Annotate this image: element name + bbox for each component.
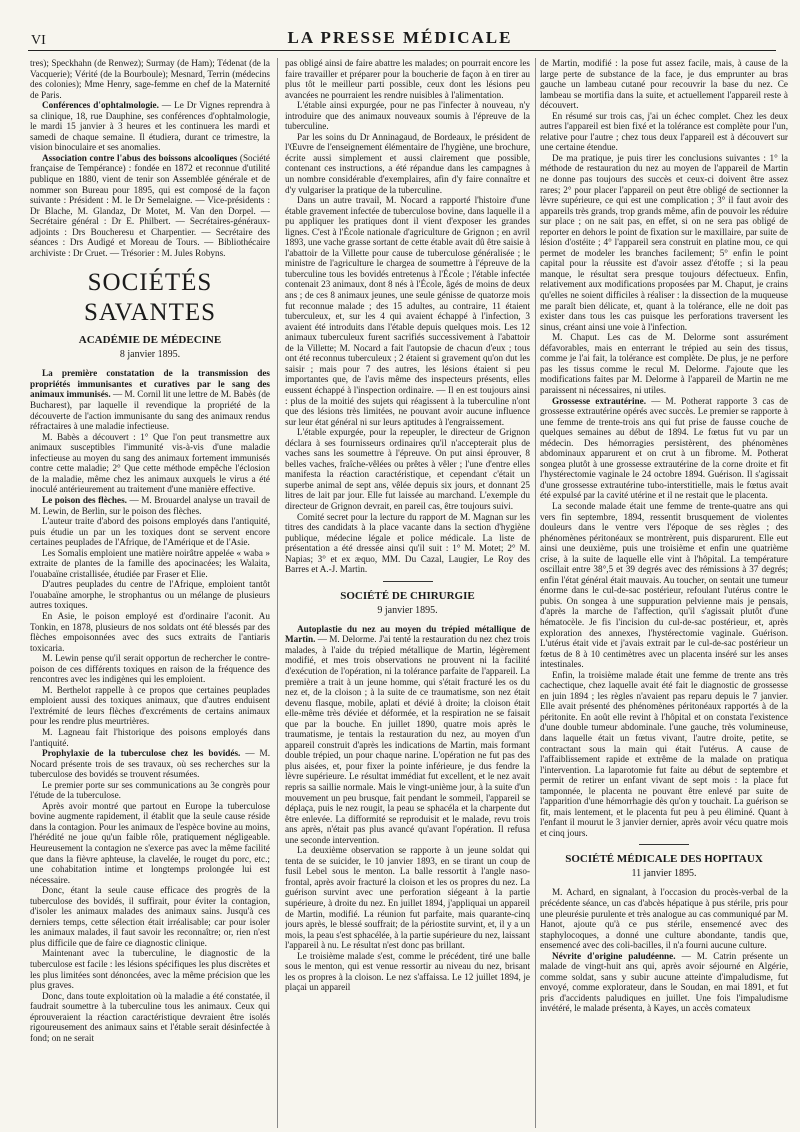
paragraph: Maintenant avec la tuberculine, le diagnostic de la tuberculose est facile : les lésions spécifiques les plus discrètes et les plus limitées sont dénoncées, avec la même précision que les plus graves. [30, 948, 270, 991]
paragraph: Comité secret pour la lecture du rapport de M. Magnan sur les titres des candidats à la place vacante dans la section d'hygiène publique, médecine légale et police médicale. La liste de présentation a été dressée ainsi qu'il suit : 1° M. Motet; 2° M. Napias; 3° et ex æquo, MM. Du Cazal, Laugier, Le Roy des Barres et A.-J. Martin. [285, 511, 530, 575]
article [30, 748, 270, 780]
news-item [30, 100, 270, 153]
news-heading: Association contre l'abus des boissons alcooliques [42, 152, 238, 163]
paragraph: tres); Speckhahn (de Renwez); Surmay (de Ham); Tédenat (de la Vacquerie); Vérité (de la Bourboule); Mesnard, Terrin (médecins des colonies); Mme Henry, sage-femme en chef de la Maternité de Paris. [30, 58, 270, 100]
paragraph: de Martin, modifié : la pose fut assez facile, mais, à cause de la large perte de substance de la face, je dus emprunter au bras gauche un lambeau cutané pour recouvrir la base du nez. Ce lambeau se mortifia dans la suite, et actuellement l'appareil reste à découvert. [540, 58, 788, 111]
article-heading: Le poison des flèches. [42, 494, 127, 505]
article [285, 624, 530, 845]
section-title: SOCIÉTÉS SAVANTES [83, 269, 217, 327]
paragraph: Donc, dans toute exploitation où la maladie a été constatée, il faudrait soumettre à la tuberculine tous les animaux. Ceux qui éprouveraient la réaction caractéristique devraient être isolés rigoureusement des animaux sains et l'étable serait désinfectée à fond; on ne serait [30, 990, 270, 1043]
paragraph: Dans un autre travail, M. Nocard a rapporté l'histoire d'une étable gravement infectée de tuberculose bovine, dans laquelle il a pu appliquer les pratiques dont il vient d'exposer les grandes lignes. C'est à l'École nationale d'agriculture de Grignon ; en avril 1893, une vache grasse sortant de cette étable avait dû être saisie à l'abattoir de la Villette pour cause de tuberculose généralisée ; le ministre de l'agriculture le chargea de soumettre à l'épreuve de la tuberculine tous les bovidés entretenus à l'École ; l'étable infectée contenait 23 animaux, dont 8 nés à l'École, âgés de moins de deux ans ; de ces 8 animaux jeunes, une seule génisse de quatorze mois fut reconnue malade ; des 15 adultes, au contraire, 11 étaient tuberculeux, et, sur les 4 qui avaient échappé à l'infection, 3 avaient été introduits dans l'étable depuis quelques mois. Les 12 animaux tuberculeux furent sacrifiés successivement à l'abattoir de la Villette; M. Nocard a fait l'autopsie de chacun d'eux ; tous ont été reconnus tuberculeux ; 2 étaient si gravement qu'on dut les saisir ; mais pour 7 des autres, les lésions étaient si peu importantes que, de l'avis même des inspecteurs présents, elles eussent échappé à l'inspection ordinaire. — Il en est toujours ainsi : plus de la moitié des sujets qui réagissent à la tuberculine n'ont que des lésions très limitées, ne pouvant avoir aucune influence sur leur état général ni sur leurs aptitudes à l'engraissement. [285, 195, 530, 427]
paragraph: Après avoir montré que partout en Europe la tuberculose bovine augmente rapidement, il établit que la seule cause réside dans la contagion. Pour les animaux de l'espèce bovine au moins, l'hérédité ne joue qu'un faible rôle, pratiquement négligeable. Heureusement la contagion ne s'exerce pas avec la même facilité que dans la fièvre aphteuse, la clavelée, le rouget du porc, etc.; une cohabitation intime et longtemps prolongée lui est nécessaire. [30, 800, 270, 885]
column-1 [30, 58, 270, 1126]
paragraph: En Asie, le poison employé est d'ordinaire l'aconit. Au Tonkin, en 1878, plusieurs de nos soldats ont été blessés par des flèches empoisonnées avec des sucs extraits de l'antiaris toxicaria. [30, 610, 270, 653]
column-2 [285, 58, 530, 1126]
article [540, 951, 788, 1014]
article-heading: Prophylaxie de la tuberculose chez les bovidés. [42, 748, 241, 759]
page-header [0, 0, 800, 52]
paragraph: La deuxième observation se rapporte à un jeune soldat qui tenta de se suicider, le 10 janvier 1893, en se tirant un coup de fusil Lebel sous le menton. La balle ressortit à l'angle naso-frontal, après avoir fracturé la cloison et les os propres du nez. La guérison survint avec une perforation siégeant à la partie supérieure, à droite du nez. En juillet 1894, j'appliquai un appareil de Martin, modifié. La réunion fut parfaite, mais quarante-cinq jours après, le blessé souffrait; de la périostite survint, et, il y a un mois, la peau s'est sphacélée, à la partie supérieure du nez, laissant l'appareil à nu. Le résultat n'est donc pas brillant. [285, 845, 530, 951]
session-date: 9 janvier 1895. [377, 604, 438, 616]
column-divider [277, 58, 278, 1128]
article-text: — M. Delorme. J'ai tenté la restauration du nez chez trois malades, à l'aide du trépied métallique de Martin, légèrement modifié, et mes trois observations ne prouvent ni la facilité d'exécution de l'opération, ni la tolérance parfaite de l'appareil. La première a trait à un jeune homme, qui s'était fracturé les os du nez et, de la cloison ; à la suite de ce traumatisme, son nez était devenu flasque, mobile, aplati et dévié à droite; la cloison était elle-même très déviée et déformée, et la respiration ne se faisait que par la bouche. En juillet 1890, quatre mois après le traumatisme, je tentais la restauration du nez, au moyen d'un appareil construit d'après les indications de Martin, mais formant double trépied, un pour chaque narine. L'opération ne fut pas des plus aisées, et, pour fixer la pointe inférieure, je dus fendre la lèvre supérieure. Le résultat immédiat fut excellent, et le nez avait repris sa saillie normale. Mais le vingt-unième jour, à la suite d'un mouvement un peu brusque, fait pendant le sommeil, l'appareil se déplaça, puis le nez rougit, la peau se sphacéla et la charpente dut être enlevée. La difformité se reproduisit et le malade, revu trois ans après, n'était pas plus avancé qu'avant l'opération. Il refusa une seconde intervention. [285, 634, 530, 845]
paragraph: M. Chaput. Les cas de M. Delorme sont assurément défavorables, mais en enterrant le trépied au sein des tissus, comme je l'ai fait, la tolérance est complète. De plus, je ne perfore pas les tissus comme le recul M. Delorme. J'ajoute que les modifications faites par M. Delorme à l'appareil de Martin ne me paraissent ni nécessaires, ni utiles. [540, 332, 788, 395]
news-item [30, 153, 270, 258]
paragraph: pas obligé ainsi de faire abattre les malades; on pourrait encore les faire travailler et préparer pour la boucherie de façon à en tirer au plus tôt le meilleur parti possible, ceux dont les lésions peu avancées ne pourraient les rendre nuisibles à l'alimentation. [285, 58, 530, 100]
article-text: — M. Cornil lit une lettre de M. Babès (de Bucharest), par laquelle il revendique la propriété de la découverte de l'action immunisante du sang des animaux rendus réfractaires à une maladie infectieuse. [30, 389, 270, 432]
article-heading: Grossesse extrautérine. [552, 395, 647, 406]
paragraph: L'étable ainsi expurgée, pour ne pas l'infecter à nouveau, n'y introduire que des animaux nouveaux soumis à l'épreuve de la tuberculine. [285, 100, 530, 132]
paragraph: Enfin, la troisième malade était une femme de trente ans très cachectique, chez laquelle avait été fait le diagnostic de grossesse en juin 1894 ; les règles n'avaient pas reparu depuis le 7 janvier. Elle avait présenté des phénomènes péritonéaux rapportés à de la péritonite. En août elle revint à l'hôpital et on constata l'existence d'une double tumeur abdominale. l'une gauche, très volumineuse, dans laquelle était un fœtus vivant, l'autre droite, petite, se contractant sous la main qui était l'utérus. A cause de l'affaiblissement rapide et extrême de la malade on pratiqua l'intervention. La laparotomie fut faite au début de septembre et permit de retirer un enfant vivant de sept mois : la place fut tamponnée, le placenta ne pouvant être enlevé par suite de l'apparition d'une hémorrhagie dès qu'on y touchait. La guérison se fit, mais lentement, et le placenta fut peu à peu éliminé. Quant à l'enfant il mourut le 3 janvier dernier, après avoir vécu quatre mois et cinq jours. [540, 669, 788, 838]
paragraph: Donc, étant la seule cause efficace des progrès de la tuberculose des bovidés, il suffirait, pour éviter la contagion, d'isoler les animaux malades des animaux sains. Jusqu'à ces derniers temps, cette sélection était irréalisable; car pour isoler les animaux malades, il faut savoir les reconnaître; or, rien n'est plus difficile que de faire ce diagnostic clinique. [30, 885, 270, 948]
paragraph: D'autres peuplades du centre de l'Afrique, emploient tantôt l'ouabaïne amorphe, le strophantus ou un mélange de plusieurs autres toxiques. [30, 579, 270, 611]
paragraph: La seconde malade était une femme de trente-quatre ans qui vers fin septembre, 1894, ressentit brusquement de violentes douleurs dans le ventre vers l'époque de ses règles ; des phénomènes péritonéaux se montrèrent, puis disparurent. Elle eut ainsi une deuxième, puis une troisième et enfin une quatrième crise, à la suite de laquelle elle vint à l'hôpital. La température oscillait entre 38°,5 et 39 degrés avec des rémissions à 37 degrés; enfin l'état général était mauvais. Au toucher, on sentait une tumeur énorme dans le cul-de-sac postérieur, refoulant l'utérus contre le pubis. On songea à une suppuration pelvienne mais je pensais, d'après la marche de l'affection, qu'il s'agissait plutôt d'une hématocèle. Je fis l'incision du cul-de-sac postérieur, et, après exploration des annexes, l'hystérectomie vaginale. Guérison. L'utérus était vide et j'avais extrait par le cul-de-sac postérieur un fœtus de 8 à 10 centimètres avec un placenta inséré sur les anses intestinales. [540, 500, 788, 670]
article-text: — M. Nocard présente trois de ses travaux, où ses recherches sur la tuberculose des bovidés se trouvent résumées. [30, 748, 270, 780]
society-heading: ACADÉMIE DE MÉDECINE [78, 334, 222, 347]
paragraph: M. Berthelot rappelle à ce propos que certaines peuplades emploient aussi des toxiques animaux, que d'autres enduisent l'extrémité de leurs flèches d'excréments de certains animaux pour les rendre plus meurtrières. [30, 684, 270, 727]
paragraph: M. Achard, en signalant, à l'occasion du procès-verbal de la précédente séance, un cas d'abcès hépatique à pus stérile, pris pour une pleurésie purulente et très analogue au cas communiqué par M. Hanot, ajoute qu'à ce pus stérile, ensemencé avec des staphylocoques, a donné une culture abondante, tandis que, ensemencé avec des coli-bacilles, il n'a fourni aucune culture. [540, 887, 788, 951]
column-divider [535, 58, 536, 1128]
article-text: — M. Brouardel analyse un travail de M. Lewin, de Berlin, sur le poison des flèches. [30, 494, 270, 516]
article [30, 495, 270, 516]
paragraph: M. Lewin pense qu'il serait opportun de rechercher le contre-poison de ces différents toxiques en raison de la fréquence des rencontres avec les indigènes qui les emploient. [30, 653, 270, 685]
paragraph: Le troisième malade s'est, comme le précédent, tiré une balle sous le menton, qui est venue ressortir au niveau du nez, brisant les os propres à la cloison. Le nez s'affaissa. Le 12 juillet 1894, je plaçai un appareil [285, 950, 530, 993]
paragraph: M. Lagneau fait l'historique des poisons employés dans l'antiquité. [30, 726, 270, 748]
news-text: — Le Dr Vignes reprendra à sa clinique, 18, rue Dauphine, ses conférences d'ophtalmologie, le mardi 15 janvier à 3 heures et les continuera les mardi et samedi de chaque semaine. Il étudiera, durant ce trimestre, la vision binoculaire et ses anomalies. [30, 100, 270, 153]
paragraph: En résumé sur trois cas, j'ai un échec complet. Chez les deux autres l'appareil est bien fixé et la tolérance est complète pour l'un, relative pour l'autre ; chez tous deux l'appareil est à découvert sur une certaine étendue. [540, 110, 788, 153]
article [540, 396, 788, 501]
paragraph: Les Somalis emploient une matière noirâtre appelée « waba » extraite de plantes de la famille des apocinacées; les Walaita, l'ouabaïne cristallisée, étudiée par Fraser et Elie. [30, 547, 270, 579]
session-date: 8 janvier 1895. [119, 349, 181, 361]
paragraph: Le premier porte sur ses communications au 3e congrès pour l'étude de la tuberculose. [30, 779, 270, 801]
article-heading: Névrite d'origine paludéenne. [552, 950, 676, 961]
journal-title: LA PRESSE MÉDICALE [287, 28, 513, 47]
society-heading: SOCIÉTÉ DE CHIRURGIE [340, 589, 475, 602]
article-heading: Autoplastie du nez au moyen du trépied métallique de Martin. [285, 623, 530, 645]
header-rule [28, 50, 776, 51]
paragraph: De ma pratique, je puis tirer les conclusions suivantes : 1° la méthode de restauration du nez au moyen de l'appareil de Martin ne donne pas toujours des succès et ceux-ci doivent être assez rares; 2° pour placer l'appareil on peut être obligé de sectionner la lèvre supérieure, ce qui est une complication ; 3° il faut avoir des appareils très grands, trop grands même, afin de pouvoir les réduire sur place ; on ne sait pas, en effet, si on ne sera pas obligé de reporter en dehors le point de fixation sur le maxillaire, par suite de lésion d'ostéite ; 4° l'appareil sera construit en platine mou, ce qui permet de modeler les branches facilement; 5° enfin le point capital pour la réussite est d'avoir assez d'étoffe ; si la peau manque, le résultat sera presque toujours défectueux. Enfin, relativement aux modifications proposées par M. Chaput, je crains qu'elles ne soient difficiles à réaliser : la dissection de la muqueuse me paraît bien délicate, et, quant à la tolérance, elle ne doit pas exister dans tous les cas puisque les perforations traversent les sinus, créant ainsi une voie à l'infection. [540, 152, 788, 332]
session-date: 11 janvier 1895. [631, 868, 697, 880]
paragraph: L'étable expurgée, pour la repeupler, le directeur de Grignon déclara à ses fournisseurs ordinaires qu'il n'accepterait plus de vaches sans les soumettre à l'épreuve. On put ainsi éprouver, 8 belles vaches, fraîche-vêlées ou prêtes à vêler ; l'une d'entre elles manifesta la réaction caractéristique, et cependant c'était un superbe animal de sept ans, vêlée depuis six jours, et donnant 25 litres de lait par jour. Elle fut laissée au marchand. L'exemple du directeur de Grignon devrait, en pareil cas, être toujours suivi. [285, 427, 530, 511]
article-text: — M. Potherat rapporte 3 cas de grossesse extrautérine opérés avec succès. Le premier se rapporte à une femme de trente-trois ans qui fut prise de fausse couche de quelques semaines au début de 1894. Le fœtus fut vu par un médecin. Des hémorragies persistèrent, des phénomènes abdominaux apparurent et on crut à un fibrome. M. Potherat songea plutôt à une grossesse extrautérine de la corne droite et fit l'hystérectomie vaginale le 24 octobre 1894. Guérison. Il s'agissait d'une grossesse extrautérine tubo-interstitielle, mais le fœtus avait été expulsé par la cavité utérine et il ne restait que le placenta. [540, 395, 788, 501]
article-text: — M. Catrin présente un malade de vingt-huit ans qui, après avoir séjourné en Algérie, comme soldat, sans y subir aucune atteinte d'impaludisme, fut envoyé, comme explorateur, dans le Soudan, en mai 1891, et fut pris d'accidents paludiques en juillet. Une fois l'impaludisme invétéré, le malade présenta, à Kayes, un accès comateux [540, 950, 788, 1014]
section-rule [639, 844, 689, 845]
news-heading: Conférences d'ophtalmologie. [42, 100, 159, 111]
paragraph: Par les soins du Dr Anninagaud, de Bordeaux, le président de l'Œuvre de l'enseignement élémentaire de l'hygiène, une brochure, écrite aussi simplement et aussi clairement que possible, contenant ces instructions, a été répandue dans les campagnes à un nombre considérable d'exemplaires, afin d'y faire connaître et d'y vulgariser la pratique de la tuberculine. [285, 131, 530, 195]
news-text: (Société française de Tempérance) : fondée en 1872 et reconnue d'utilité publique en 1880, vient de tenir son Assemblée générale et de nommer son Bureau pour 1895, qui est composé de la façon suivante : Président : M. le Dr Semelaigne. — Vice-présidents : Dr Blache, M. Glandaz, Dr Motet, M. Van den Dorpel. — Secrétaire général : Dr E. Philbert. — Secrétaires-généraux-adjoints : Drs Boucheresu et Charpentier. — Secrétaire des séances : Drs Audigé et Moreau de Tours. — Bibliothécaire archiviste : Dr Cruet. — Trésorier : M. Jules Robyns. [30, 152, 270, 258]
article [30, 368, 270, 431]
section-rule [383, 581, 433, 582]
article-heading: La première constatation de la transmission des propriétés immunisantes et curatives par le sang des animaux immunisés. [30, 368, 270, 400]
paragraph: M. Babès a découvert : 1° Que l'on peut transmettre aux animaux susceptibles l'immunité vis-à-vis d'une maladie infectieuse au moyen du sang des animaux fortement immunisés contre cette maladie; 2° Que cette méthode empêche l'éclosion de la maladie, même chez les animaux auxquels le virus a été inoculé antérieurement au traitement d'une manière effective. [30, 431, 270, 495]
page-number: VI [31, 33, 46, 48]
paragraph: L'auteur traite d'abord des poisons employés dans l'antiquité, puis étudie un par un les toxiques dont se servent encore certaines peuplades de l'Afrique, de l'Amérique et de l'Asie. [30, 516, 270, 548]
society-heading: SOCIÉTÉ MÉDICALE DES HOPITAUX [565, 853, 763, 866]
column-3 [540, 58, 788, 1126]
